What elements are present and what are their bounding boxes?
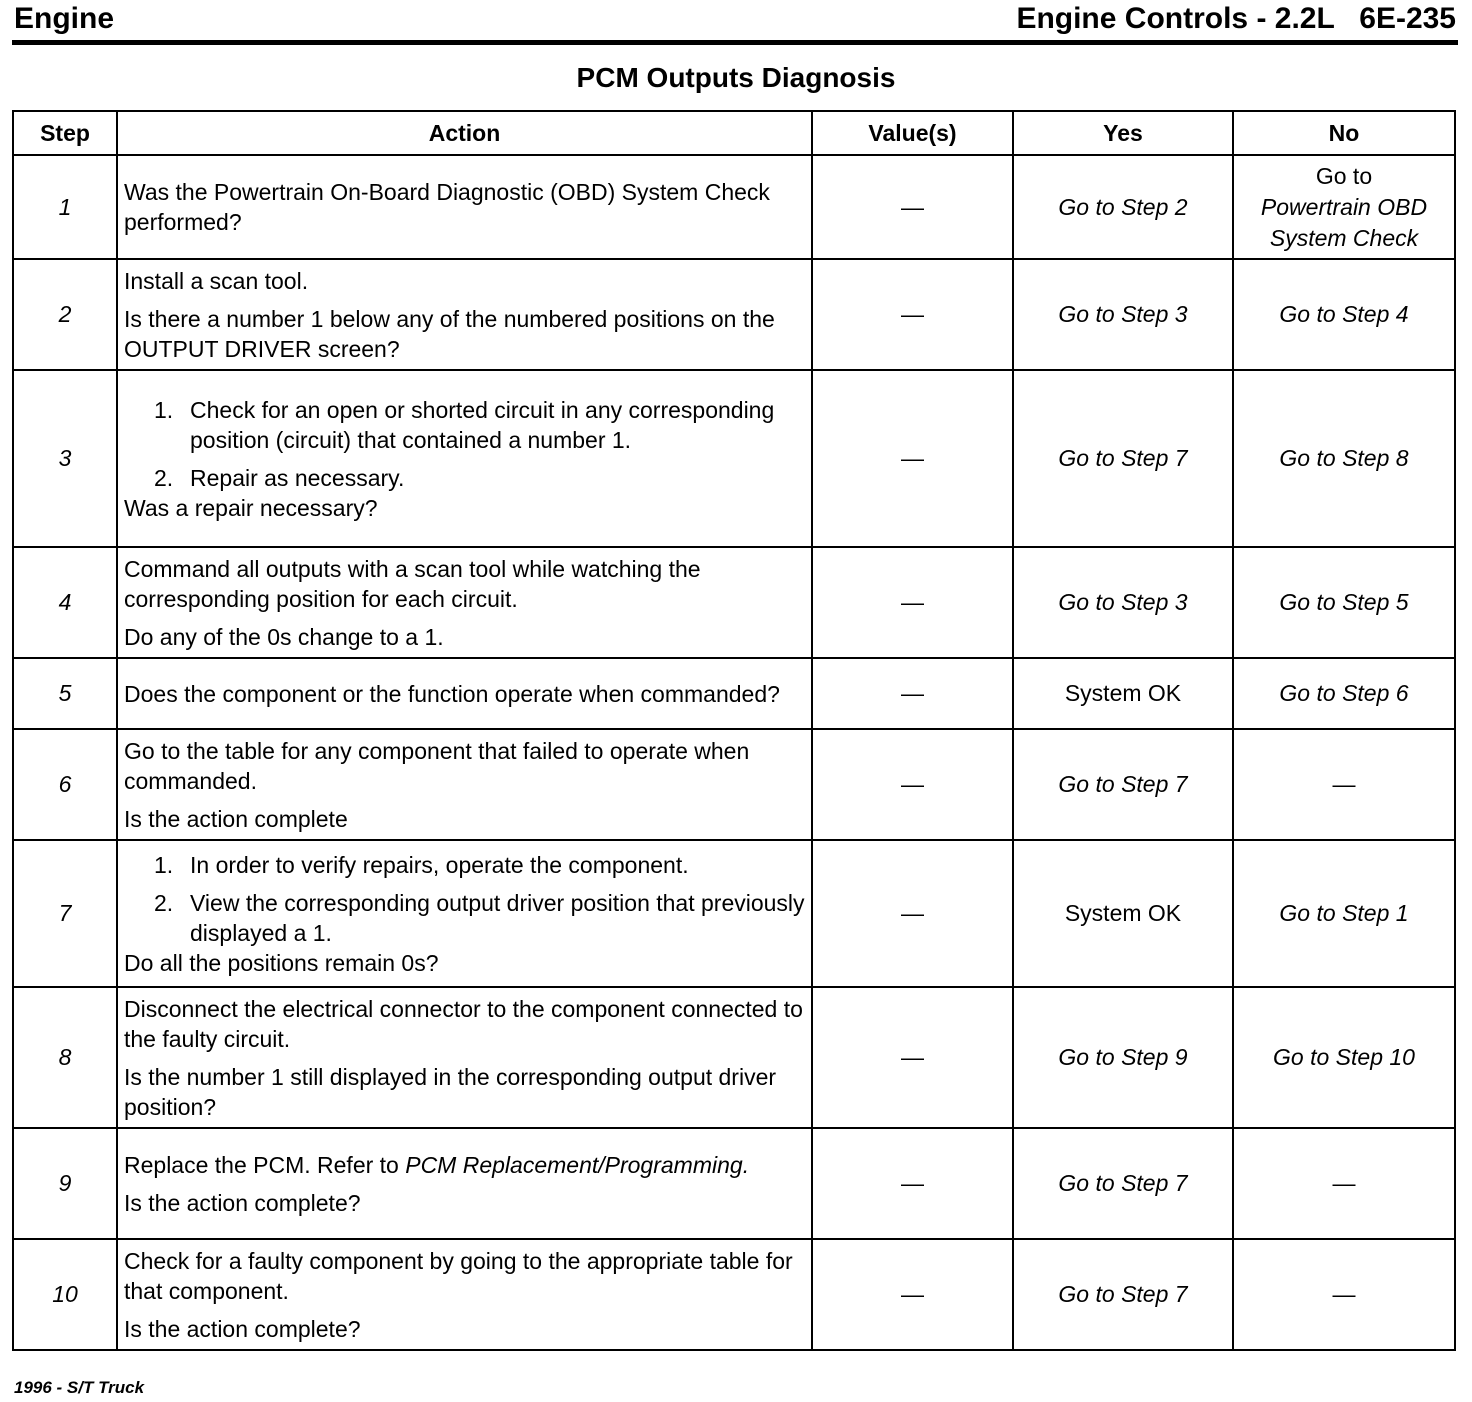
action-cell — [117, 155, 812, 259]
table-row — [13, 1239, 1455, 1350]
no-cell: Go to Step 5 — [1233, 547, 1455, 658]
col-header-no: No — [1233, 111, 1455, 155]
value-cell: — — [812, 840, 1013, 987]
action-cell — [117, 729, 812, 840]
step-number: 1 — [13, 155, 117, 259]
list-item — [124, 463, 805, 493]
no-cell: — — [1233, 729, 1455, 840]
yes-cell: Go to Step 7 — [1013, 370, 1233, 547]
action-question: Is there a number 1 below any of the numbered positions on the OUTPUT DRIVER screen? — [124, 305, 775, 362]
yes-cell: Go to Step 7 — [1013, 1239, 1233, 1350]
step-number: 4 — [13, 547, 117, 658]
action-cell — [117, 1128, 812, 1239]
action-cell — [117, 1239, 812, 1350]
list-item — [124, 888, 805, 948]
col-header-yes: Yes — [1013, 111, 1233, 155]
value-cell: — — [812, 370, 1013, 547]
value-cell: — — [812, 259, 1013, 370]
step-number: 6 — [13, 729, 117, 840]
list-item-text: In order to verify repairs, operate the component. — [190, 851, 689, 878]
col-header-action: Action — [117, 111, 812, 155]
table-row — [13, 259, 1455, 370]
action-text: Disconnect the electrical connector to the component connected to the faulty circuit. — [124, 995, 803, 1052]
no-ref: Powertrain OBD System Check — [1260, 193, 1428, 251]
list-item-number: 1. — [154, 396, 174, 423]
action-text: Go to the table for any component that failed to operate when commanded. — [124, 737, 750, 794]
action-question: Is the number 1 still displayed in the corresponding output driver position? — [124, 1063, 777, 1120]
step-number: 8 — [13, 987, 117, 1128]
table-row — [13, 547, 1455, 658]
table-row — [13, 840, 1455, 987]
action-text: Does the component or the function operate when commanded? — [124, 680, 780, 707]
yes-cell: Go to Step 2 — [1013, 155, 1233, 259]
list-item-number: 2. — [154, 889, 174, 916]
yes-cell: Go to Step 3 — [1013, 547, 1233, 658]
yes-cell: Go to Step 7 — [1013, 1128, 1233, 1239]
value-cell: — — [812, 155, 1013, 259]
action-cell — [117, 547, 812, 658]
table-row — [13, 1128, 1455, 1239]
yes-cell: Go to Step 9 — [1013, 987, 1233, 1128]
no-cell — [1233, 155, 1455, 259]
action-cell — [117, 370, 812, 547]
value-cell: — — [812, 1128, 1013, 1239]
table-row — [13, 987, 1455, 1128]
list-item — [124, 395, 805, 455]
action-question: Is the action complete — [124, 805, 348, 832]
col-header-values: Value(s) — [812, 111, 1013, 155]
no-cell: Go to Step 1 — [1233, 840, 1455, 987]
header-rule — [12, 40, 1458, 45]
list-item-number: 2. — [154, 464, 174, 491]
action-question: Is the action complete? — [124, 1189, 361, 1216]
no-cell: Go to Step 6 — [1233, 658, 1455, 729]
yes-cell: Go to Step 3 — [1013, 259, 1233, 370]
list-item-text: View the corresponding output driver position that previously displayed a 1. — [190, 889, 805, 946]
col-header-step: Step — [13, 111, 117, 155]
table-row — [13, 729, 1455, 840]
action-question: Is the action complete? — [124, 1315, 361, 1342]
action-prefix: Replace the PCM. Refer to — [124, 1151, 406, 1178]
list-item — [124, 850, 805, 880]
no-prefix: Go to — [1315, 162, 1373, 189]
action-text: Install a scan tool. — [124, 267, 309, 294]
value-cell: — — [812, 547, 1013, 658]
action-question: Was a repair necessary? — [124, 494, 378, 521]
step-number: 10 — [13, 1239, 117, 1350]
action-cell — [117, 259, 812, 370]
table-row — [13, 658, 1455, 729]
value-cell: — — [812, 987, 1013, 1128]
action-reference: PCM Replacement/Programming. — [405, 1151, 750, 1178]
step-number: 5 — [13, 658, 117, 729]
yes-cell: System OK — [1013, 658, 1233, 729]
value-cell: — — [812, 1239, 1013, 1350]
no-cell: — — [1233, 1239, 1455, 1350]
header-page-ref: Engine Controls - 2.2L 6E-235 — [1016, 2, 1456, 35]
no-cell: Go to Step 10 — [1233, 987, 1455, 1128]
table-row — [13, 155, 1455, 259]
action-question: Do all the positions remain 0s? — [124, 949, 439, 976]
action-text — [124, 1150, 805, 1180]
value-cell: — — [812, 658, 1013, 729]
value-cell: — — [812, 729, 1013, 840]
step-number: 2 — [13, 259, 117, 370]
action-text: Command all outputs with a scan tool while watching the corresponding position for each circuit. — [124, 555, 701, 612]
step-number: 7 — [13, 840, 117, 987]
no-cell: — — [1233, 1128, 1455, 1239]
header-section-title: Engine — [14, 2, 115, 35]
step-number: 3 — [13, 370, 117, 547]
action-question: Do any of the 0s change to a 1. — [124, 623, 444, 650]
diagnosis-table — [12, 110, 1456, 1351]
action-cell — [117, 840, 812, 987]
list-item-number: 1. — [154, 851, 174, 878]
page-title: PCM Outputs Diagnosis — [576, 62, 896, 93]
yes-cell: Go to Step 7 — [1013, 729, 1233, 840]
no-cell: Go to Step 4 — [1233, 259, 1455, 370]
list-item-text: Check for an open or shorted circuit in any corresponding position (circuit) that contained a number 1. — [190, 396, 775, 453]
no-cell: Go to Step 8 — [1233, 370, 1455, 547]
action-cell — [117, 987, 812, 1128]
action-text: Check for a faulty component by going to the appropriate table for that component. — [124, 1247, 793, 1304]
step-number: 9 — [13, 1128, 117, 1239]
list-item-text: Repair as necessary. — [190, 464, 405, 491]
action-text: Was the Powertrain On-Board Diagnostic (OBD) System Check performed? — [124, 179, 770, 235]
yes-cell: System OK — [1013, 840, 1233, 987]
table-header-row — [13, 111, 1455, 155]
action-cell — [117, 658, 812, 729]
page-footer: 1996 - S/T Truck — [14, 1378, 145, 1397]
table-row — [13, 370, 1455, 547]
